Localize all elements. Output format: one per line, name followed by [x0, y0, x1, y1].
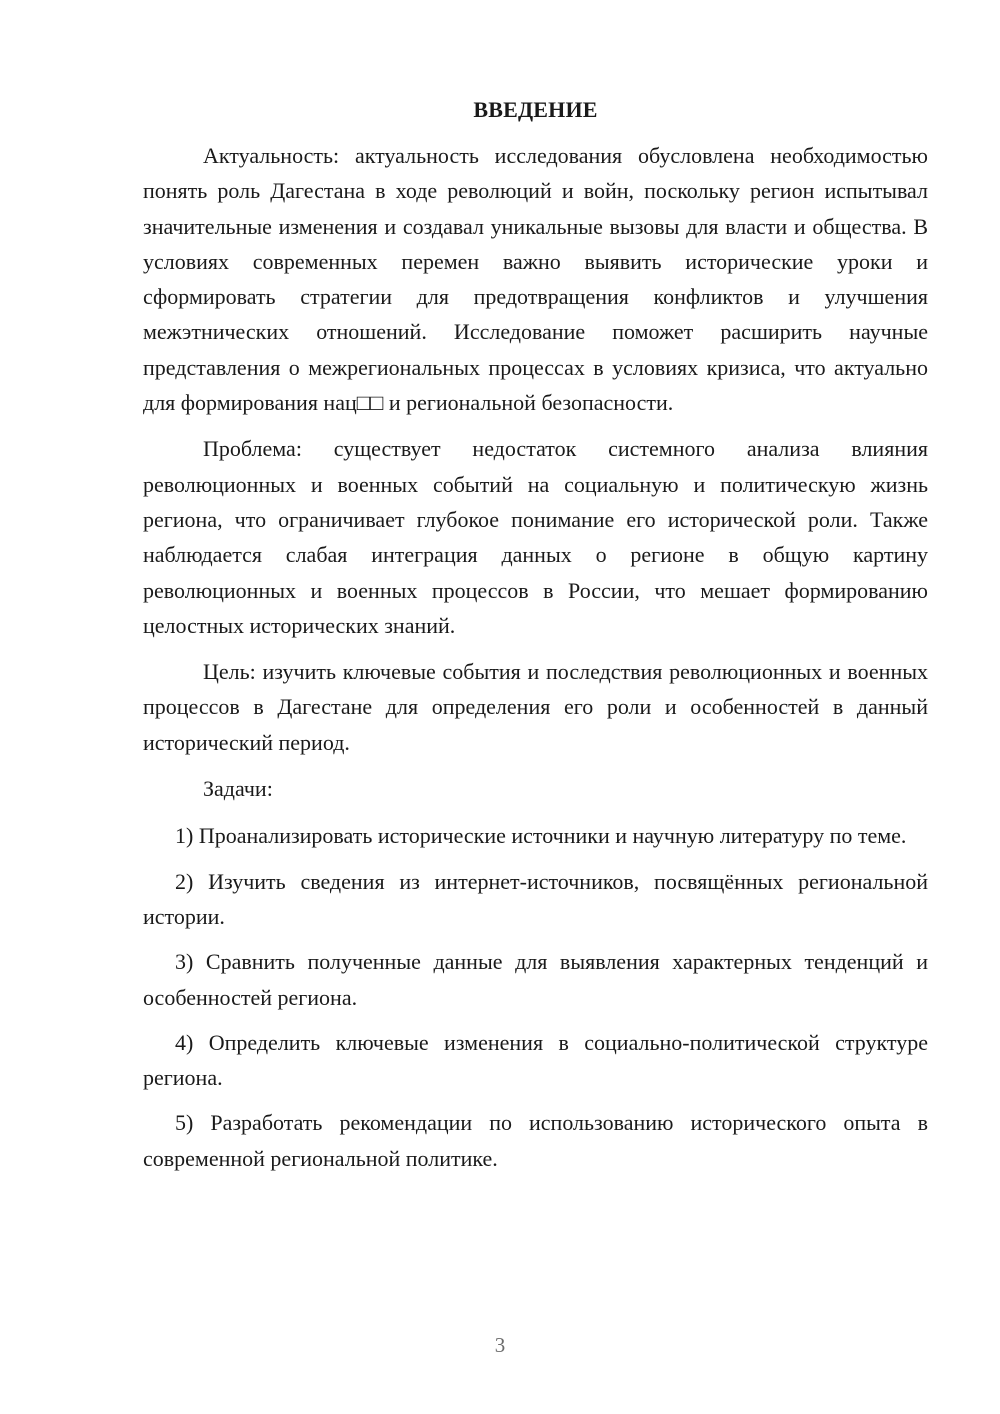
task-item: 5) Разработать рекомендации по использованию исторического опыта в современной региональной политике. [143, 1110, 928, 1171]
task-item: 1) Проанализировать исторические источники и научную литературу по теме. [175, 823, 907, 849]
relevance-paragraph: Актуальность: актуальность исследования обусловлена необходимостью понять роль Дагестана в ходе революций и войн, поскольку регион испытывал значительные изменения и создавал уникальные вызовы для власти и общества. В условиях современных перемен важно выявить исторические уроки и сформировать стратегии для предотвращения конфликтов и улучшения межэтнических отношений. Исследование поможет расширить научные представления о межрегиональных процессах в условиях кризиса, что актуально для формирования нац□□ и региональной безопасности. [143, 143, 928, 416]
task-item: 2) Изучить сведения из интернет-источников, посвящённых региональной истории. [143, 868, 928, 929]
goal-paragraph: Цель: изучить ключевые события и последствия революционных и военных процессов в Дагестане для определения его роли и особенностей в данный исторический период. [143, 659, 928, 755]
tasks-heading: Задачи: [203, 776, 273, 802]
task-item: 4) Определить ключевые изменения в социально-политической структуре региона. [143, 1029, 928, 1091]
problem-paragraph: Проблема: существует недостаток системного анализа влияния революционных и военных событий на социальную и политическую жизнь региона, что ограничивает глубокое понимание его исторической роли. Также наблюдается слабая интеграция данных о регионе в общую картину революционных и военных процессов в России, что мешает формированию целостных исторических знаний. [143, 436, 928, 638]
tasks-list [143, 818, 928, 1176]
section-title: ВВЕДЕНИЕ [473, 97, 598, 122]
page-number: 3 [494, 1333, 506, 1357]
task-item: 3) Сравнить полученные данные для выявления характерных тенденций и особенностей региона. [143, 949, 928, 1010]
page-body [143, 94, 928, 1186]
